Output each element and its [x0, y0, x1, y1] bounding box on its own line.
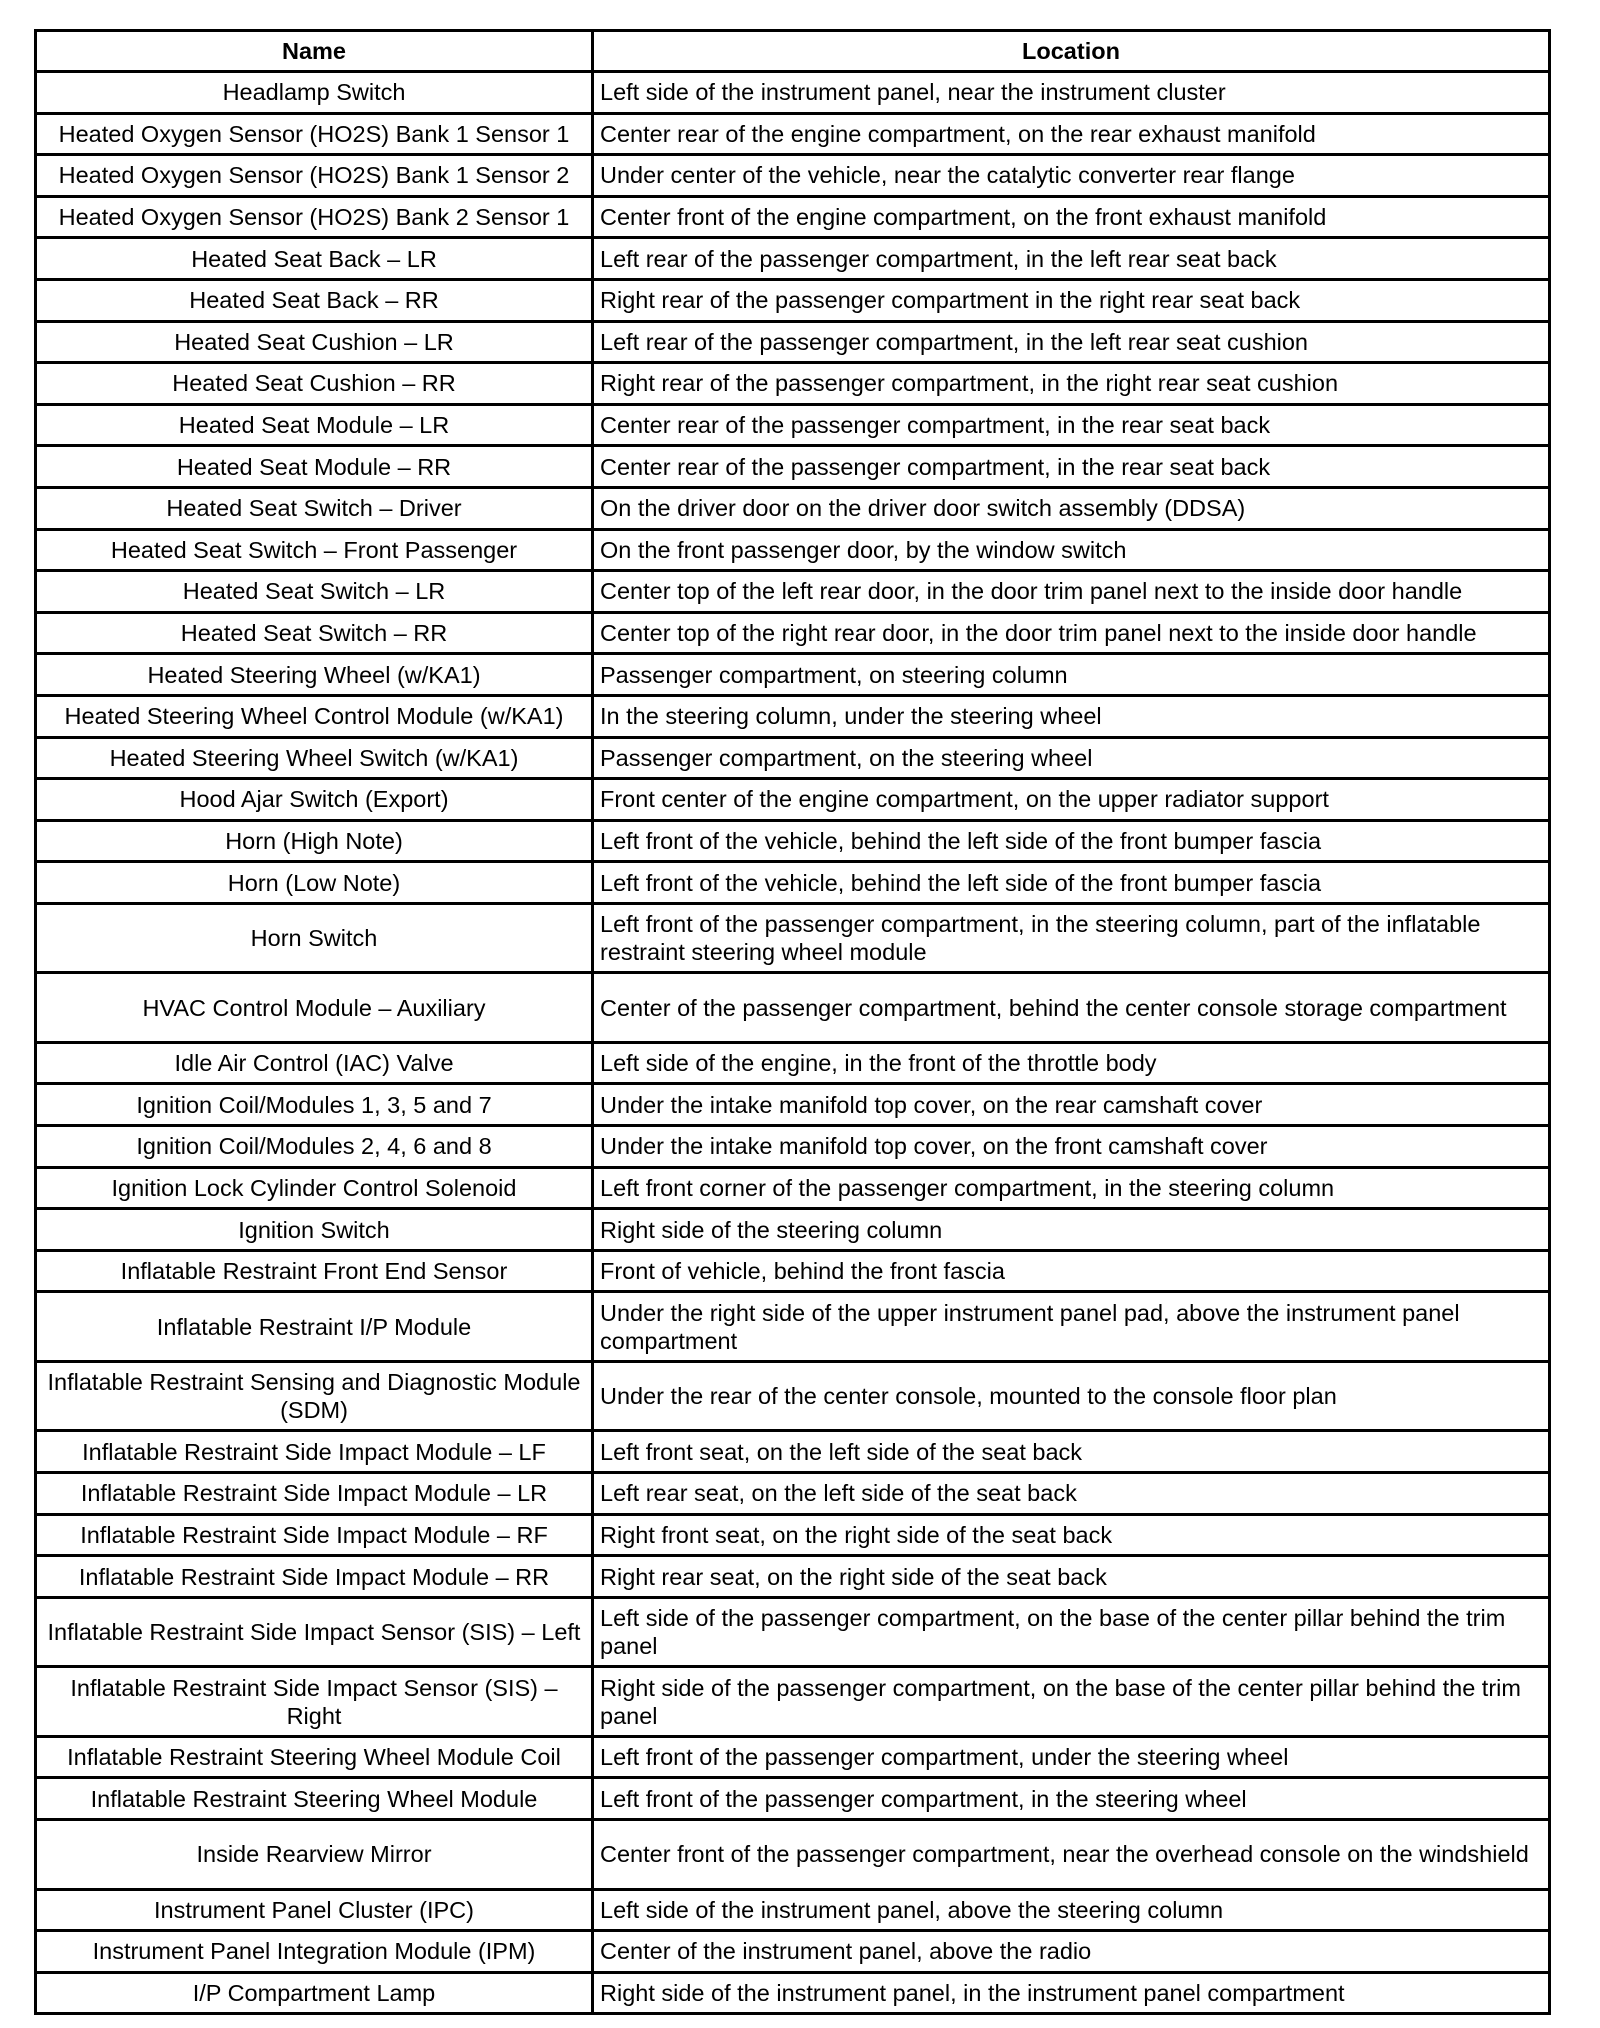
table-row: [36, 1292, 1550, 1362]
table-row: [36, 779, 1550, 821]
component-name: Heated Seat Switch – RR: [36, 612, 593, 654]
component-name: Heated Seat Module – RR: [36, 446, 593, 488]
table-row: [36, 487, 1550, 529]
component-location: Front of vehicle, behind the front fascia: [593, 1250, 1550, 1292]
component-location: Center of the instrument panel, above the radio: [593, 1931, 1550, 1973]
table-row: [36, 862, 1550, 904]
table-row: [36, 737, 1550, 779]
component-name: Heated Oxygen Sensor (HO2S) Bank 2 Sensor 1: [36, 196, 593, 238]
table-body: [36, 72, 1550, 2014]
table-row: [36, 973, 1550, 1043]
component-name: Inflatable Restraint Side Impact Module – LR: [36, 1473, 593, 1515]
component-name: Heated Oxygen Sensor (HO2S) Bank 1 Sensor 2: [36, 155, 593, 197]
component-location: Right side of the passenger compartment, on the base of the center pillar behind the trim panel: [593, 1667, 1550, 1737]
component-name: Inflatable Restraint Side Impact Module – RF: [36, 1514, 593, 1556]
component-location: On the driver door on the driver door switch assembly (DDSA): [593, 487, 1550, 529]
component-location: Center of the passenger compartment, behind the center console storage compartment: [593, 973, 1550, 1043]
component-name: Inflatable Restraint Steering Wheel Module Coil: [36, 1736, 593, 1778]
component-location: Right side of the instrument panel, in the instrument panel compartment: [593, 1972, 1550, 2014]
component-name: Ignition Switch: [36, 1209, 593, 1251]
component-location: Center rear of the engine compartment, on the rear exhaust manifold: [593, 113, 1550, 155]
component-name: Heated Seat Back – RR: [36, 279, 593, 321]
table-row: [36, 279, 1550, 321]
table-row: [36, 820, 1550, 862]
component-name: Heated Seat Cushion – RR: [36, 363, 593, 405]
table-row: [36, 113, 1550, 155]
table-row: [36, 1209, 1550, 1251]
component-location: Left rear of the passenger compartment, in the left rear seat cushion: [593, 321, 1550, 363]
component-name: Heated Seat Cushion – LR: [36, 321, 593, 363]
component-name: HVAC Control Module – Auxiliary: [36, 973, 593, 1043]
component-name: Inflatable Restraint I/P Module: [36, 1292, 593, 1362]
table-row: [36, 404, 1550, 446]
table-row: [36, 1972, 1550, 2014]
table-row: [36, 695, 1550, 737]
component-location: Left side of the instrument panel, above the steering column: [593, 1889, 1550, 1931]
table-header: [36, 31, 1550, 72]
component-location: Left side of the passenger compartment, on the base of the center pillar behind the trim panel: [593, 1597, 1550, 1667]
component-location: Left side of the engine, in the front of the throttle body: [593, 1042, 1550, 1084]
component-location: Center front of the engine compartment, on the front exhaust manifold: [593, 196, 1550, 238]
table-row: [36, 1473, 1550, 1515]
component-name: Horn (Low Note): [36, 862, 593, 904]
component-name: Inflatable Restraint Steering Wheel Module: [36, 1778, 593, 1820]
component-name: Inflatable Restraint Front End Sensor: [36, 1250, 593, 1292]
component-name: Inflatable Restraint Side Impact Module – LF: [36, 1431, 593, 1473]
component-name: I/P Compartment Lamp: [36, 1972, 593, 2014]
component-name: Heated Seat Module – LR: [36, 404, 593, 446]
component-location: Under the rear of the center console, mounted to the console floor plan: [593, 1361, 1550, 1431]
component-name: Inflatable Restraint Side Impact Module – RR: [36, 1556, 593, 1598]
component-location: Center rear of the passenger compartment, in the rear seat back: [593, 446, 1550, 488]
component-location: Right front seat, on the right side of the seat back: [593, 1514, 1550, 1556]
table-row: [36, 612, 1550, 654]
table-row: [36, 1667, 1550, 1737]
table-row: [36, 1556, 1550, 1598]
header-row: [36, 31, 1550, 72]
component-name: Heated Seat Back – LR: [36, 238, 593, 280]
component-name: Horn Switch: [36, 903, 593, 973]
component-name: Idle Air Control (IAC) Valve: [36, 1042, 593, 1084]
table-row: [36, 1889, 1550, 1931]
table-row: [36, 1931, 1550, 1973]
table-row: [36, 321, 1550, 363]
component-location: Left front of the vehicle, behind the left side of the front bumper fascia: [593, 862, 1550, 904]
component-location: Left front of the passenger compartment, under the steering wheel: [593, 1736, 1550, 1778]
table-row: [36, 529, 1550, 571]
component-location: Center rear of the passenger compartment, in the rear seat back: [593, 404, 1550, 446]
table-row: [36, 72, 1550, 114]
component-name: Instrument Panel Cluster (IPC): [36, 1889, 593, 1931]
component-location: Under the right side of the upper instrument panel pad, above the instrument panel compartment: [593, 1292, 1550, 1362]
component-location: Left rear seat, on the left side of the seat back: [593, 1473, 1550, 1515]
component-location: Center top of the right rear door, in the door trim panel next to the inside door handle: [593, 612, 1550, 654]
table-row: [36, 1736, 1550, 1778]
component-name: Inflatable Restraint Side Impact Sensor (SIS) – Left: [36, 1597, 593, 1667]
table-row: [36, 1084, 1550, 1126]
component-name: Heated Steering Wheel Control Module (w/KA1): [36, 695, 593, 737]
component-name: Ignition Lock Cylinder Control Solenoid: [36, 1167, 593, 1209]
component-name: Headlamp Switch: [36, 72, 593, 114]
component-location: Left front of the vehicle, behind the left side of the front bumper fascia: [593, 820, 1550, 862]
component-name: Horn (High Note): [36, 820, 593, 862]
table-row: [36, 1431, 1550, 1473]
table-row: [36, 1167, 1550, 1209]
component-name: Inside Rearview Mirror: [36, 1820, 593, 1890]
name-column-header: Name: [36, 31, 593, 72]
table-row: [36, 363, 1550, 405]
component-location: Left front seat, on the left side of the seat back: [593, 1431, 1550, 1473]
component-location: On the front passenger door, by the window switch: [593, 529, 1550, 571]
table-row: [36, 446, 1550, 488]
component-name: Instrument Panel Integration Module (IPM): [36, 1931, 593, 1973]
table-row: [36, 654, 1550, 696]
component-location: Right rear seat, on the right side of the seat back: [593, 1556, 1550, 1598]
table-row: [36, 571, 1550, 613]
component-location: Left front of the passenger compartment, in the steering wheel: [593, 1778, 1550, 1820]
table-row: [36, 1778, 1550, 1820]
component-location: Passenger compartment, on steering column: [593, 654, 1550, 696]
component-name: Heated Seat Switch – LR: [36, 571, 593, 613]
component-name: Heated Seat Switch – Driver: [36, 487, 593, 529]
component-location: Under the intake manifold top cover, on the rear camshaft cover: [593, 1084, 1550, 1126]
table-row: [36, 1597, 1550, 1667]
table-row: [36, 903, 1550, 973]
component-location: In the steering column, under the steering wheel: [593, 695, 1550, 737]
component-name: Inflatable Restraint Sensing and Diagnostic Module (SDM): [36, 1361, 593, 1431]
location-column-header: Location: [593, 31, 1550, 72]
component-location: Right rear of the passenger compartment, in the right rear seat cushion: [593, 363, 1550, 405]
component-name: Heated Seat Switch – Front Passenger: [36, 529, 593, 571]
component-location: Left rear of the passenger compartment, in the left rear seat back: [593, 238, 1550, 280]
table-row: [36, 155, 1550, 197]
component-location: Front center of the engine compartment, on the upper radiator support: [593, 779, 1550, 821]
component-name: Ignition Coil/Modules 2, 4, 6 and 8: [36, 1126, 593, 1168]
component-location: Right side of the steering column: [593, 1209, 1550, 1251]
component-name: Ignition Coil/Modules 1, 3, 5 and 7: [36, 1084, 593, 1126]
component-name: Heated Oxygen Sensor (HO2S) Bank 1 Sensor 1: [36, 113, 593, 155]
component-location: Center top of the left rear door, in the door trim panel next to the inside door handle: [593, 571, 1550, 613]
component-location: Under the intake manifold top cover, on the front camshaft cover: [593, 1126, 1550, 1168]
component-name: Inflatable Restraint Side Impact Sensor (SIS) – Right: [36, 1667, 593, 1737]
component-location-table: [34, 29, 1551, 2015]
component-location: Under center of the vehicle, near the catalytic converter rear flange: [593, 155, 1550, 197]
table-row: [36, 1250, 1550, 1292]
table-row: [36, 1820, 1550, 1890]
table-row: [36, 1514, 1550, 1556]
component-location: Right rear of the passenger compartment in the right rear seat back: [593, 279, 1550, 321]
component-location: Center front of the passenger compartment, near the overhead console on the windshield: [593, 1820, 1550, 1890]
component-name: Heated Steering Wheel Switch (w/KA1): [36, 737, 593, 779]
table-row: [36, 238, 1550, 280]
component-name: Hood Ajar Switch (Export): [36, 779, 593, 821]
table-row: [36, 1126, 1550, 1168]
table-row: [36, 196, 1550, 238]
component-location: Passenger compartment, on the steering wheel: [593, 737, 1550, 779]
table-row: [36, 1361, 1550, 1431]
component-location: Left front of the passenger compartment, in the steering column, part of the inflatable restraint steering wheel module: [593, 903, 1550, 973]
component-location: Left front corner of the passenger compartment, in the steering column: [593, 1167, 1550, 1209]
component-name: Heated Steering Wheel (w/KA1): [36, 654, 593, 696]
table-row: [36, 1042, 1550, 1084]
component-location: Left side of the instrument panel, near the instrument cluster: [593, 72, 1550, 114]
